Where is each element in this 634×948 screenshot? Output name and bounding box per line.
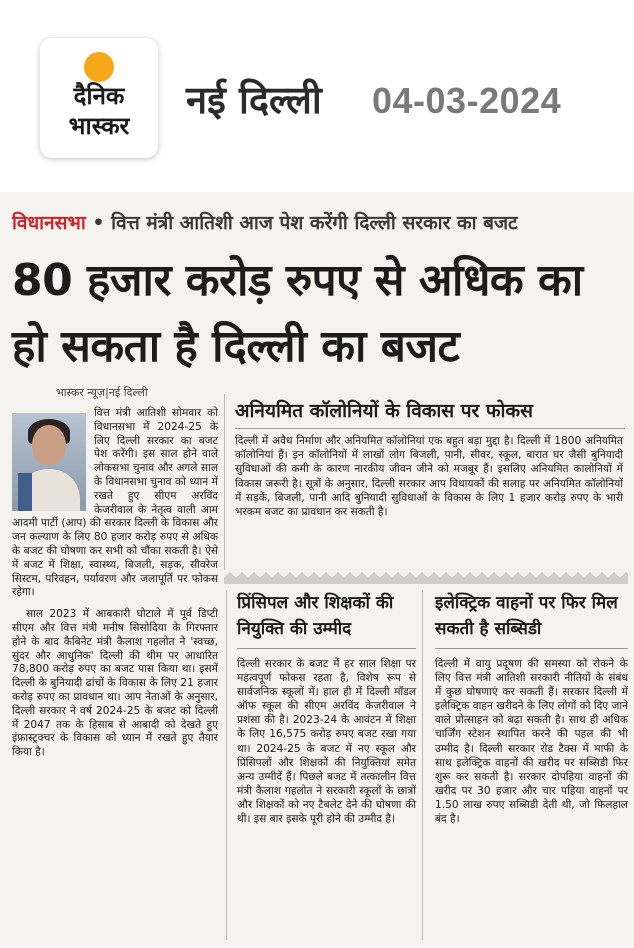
dainik-bhaskar-logo [40,38,158,158]
sun-icon [84,52,114,82]
ev-subsidy-story-body: दिल्ली में वायु प्रदूषण की समस्या को रोकने के लिए वित्त मंत्री आतिशी सरकारी नीतियों के संबंध में कुछ घोषणाएं कर सकती हैं। सरकार दिल्ली में इलेक्ट्रिक वाहन खरीदने के लिए लोगों को दिए जाने वाले प्रोत्साहन को बढ़ा सकती है। साथ ही अधिक चार्जिंग स्टेशन स्थापित करने की पहल की भी उम्मीद है। दिल्ली सरकार रोड टैक्स में माफी के साथ इलेक्ट्रिक वाहनों की खरीद पर सब्सिडी फिर शुरू कर सकती है। सरकार दोपहिया वाहनों की खरीद पर 30 हजार और चार पहिया वाहनों पर 1.50 लाख रुपए सब्सिडी देती थी, जो फिलहाल बंद है। [435,658,628,826]
colonies-box-title: अनियमित कॉलोनियों के विकास पर फोकस [235,398,625,429]
colonies-box-body: दिल्ली में अवैध निर्माण और अनियमित कॉलोनियां एक बहुत बड़ा मुद्दा है। दिल्ली में 1800 अनियमित कॉलोनियां हैं। इन कॉलोनियों में लाखों लोग बिजली, पानी, सीवर, स्कूल, बारात घर जैसी बुनियादी सुविधाओं की कमी के कारण नारकीय जीवन जीने को मजबूर हैं। इसलिए अनियमित कालोनियों में विकास जरूरी है। सूत्रों के अनुसार, दिल्ली सरकार आप विधायकों की सलाह पर अनियमित कॉलोनियों में सड़कें, बिजली, पानी आदि बुनियादी सुविधाओं के विकास के लिए 1 हजार करोड़ रुपए के भारी भरकम बजट का प्रावधान कर सकती है। [235,435,623,519]
teachers-story [226,590,416,940]
logo-text-line1: दैनिक [73,82,125,110]
ev-subsidy-story-title: इलेक्ट्रिक वाहनों पर फिर मिल सकती है सब्सिडी [435,590,628,649]
kicker-line [12,210,622,236]
logo-text-line2: भास्कर [68,112,130,140]
article-headline: 80 हजार करोड़ रुपए से अधिक का हो सकता है दिल्ली का बजट [12,255,583,372]
kicker-subheading: वित्त मंत्री आतिशी आज पेश करेंगी दिल्ली सरकार का बजट [111,212,518,234]
kicker-separator: • [92,212,105,234]
main-story-para1: वित्त मंत्री आतिशी सोमवार को विधानसभा में 2024-25 के लिए दिल्ली सरकार का बजट पेश करेंगी। इस साल होने वाले लोकसभा चुनाव और अगले साल के विधानसभा चुनाव को ध्यान में रखते हुए सीएम अरविंद केजरीवाल के नेतृत्व वाली आम आदमी पार्टी (आप) की सरकार दिल्ली के विकास और जन कल्याण के लिए 80 हजार करोड़ रुपए से अधिक के बजट की घोषणा कर सभी को चौंका सकती है। ऐसे में बजट में शिक्षा, स्वास्थ्य, बिजली, सड़क, सीवरेज सिस्टम, परिवहन, पर्यावरण और जलापूर्ति पर फोकस रहेगा। [12,407,218,599]
teachers-story-title: प्रिंसिपल और शिक्षकों की नियुक्ति की उम्मीद [237,590,416,649]
main-story-column [12,407,218,760]
atishi-photo [12,413,86,511]
ev-subsidy-story [422,590,628,940]
article-byline: भास्कर न्यूज़|नई दिल्ली [56,386,148,399]
main-story-para2: साल 2023 में आबकारी घोटाले में पूर्व डिप्टी सीएम और वित्त मंत्री मनीष सिसोदिया के गिरफ्तार होने के बाद कैबिनेट मंत्री कैलाश गहलोत ने 'स्वच्छ, सुंदर और आधुनिक' दिल्ली की थीम पर आधारित 78,800 करोड़ रुपए का बजट पास किया था। इसमें दिल्ली के बुनियादी ढांचों के विकास के लिए 21 हजार करोड़ रुपए का प्रावधान था। आप नेताओं के अनुसार, दिल्ली सरकार ने वर्ष 2024-25 के बजट को दिल्ली में 2047 तक के हिसाब से आबादी को देखते हुए इंफ्रास्ट्रक्चर के विकास को ध्यान में रखते हुए तैयार किया है। [12,608,218,759]
colonies-box [224,394,628,576]
box-divider [224,570,628,584]
page-header [0,0,634,192]
edition-city: नई दिल्ली [186,78,322,122]
edition-date: 04-03-2024 [372,80,562,121]
teachers-story-body: दिल्ली सरकार के बजट में हर साल शिक्षा पर महत्वपूर्ण फोकस रहता है, विशेष रूप से सार्वजनिक स्कूलों में। हाल ही में दिल्ली मॉडल ऑफ स्कूल की सीएम अरविंद केजरीवाल ने प्रशंसा की है। 2023-24 के आवंटन में शिक्षा के लिए 16,575 करोड़ रुपए बजट रखा गया था। 2024-25 के बजट में नए स्कूल और प्रिंसिपलों और शिक्षकों की नियुक्तियां समेत अन्य उम्मीदें हैं। पिछले बजट में तत्कालीन वित्त मंत्री कैलाश गहलोत ने सरकारी स्कूलों के छात्रों और शिक्षकों को नए टैबलेट देने की घोषणा की थी। इस बार इसके पूरी होने की उम्मीद है। [237,658,416,826]
section-label: विधानसभा [12,212,86,234]
news-clipping [0,192,634,948]
